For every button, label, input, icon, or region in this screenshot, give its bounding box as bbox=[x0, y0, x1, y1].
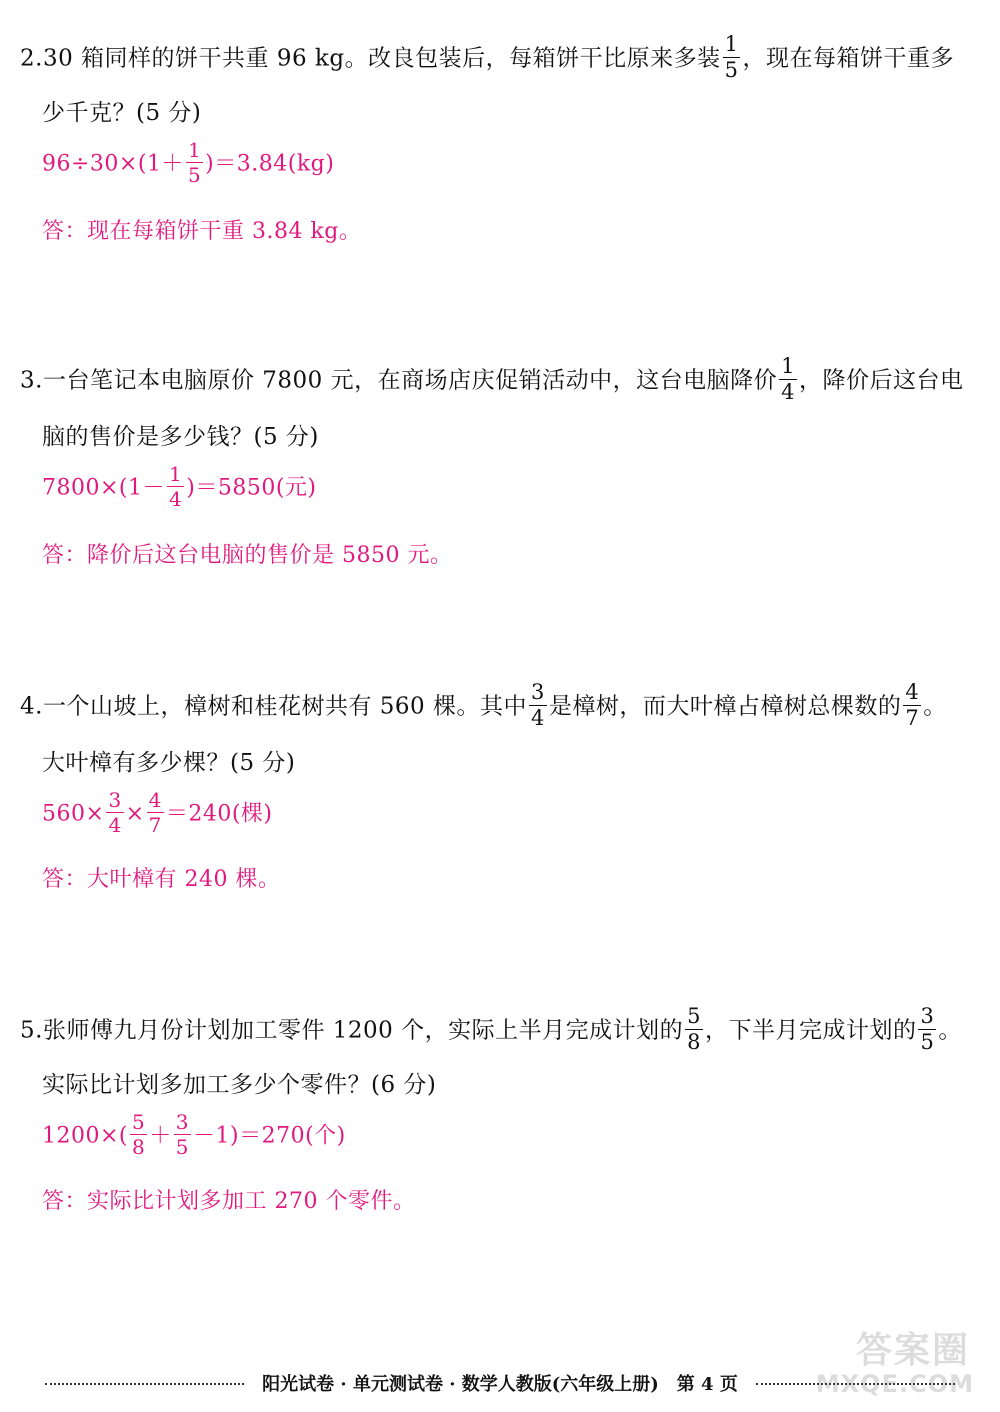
problem-2-question-line1 bbox=[20, 32, 954, 83]
watermark-cn: 答案圈 bbox=[855, 1330, 970, 1371]
problem-4-question-line1: 4.一个山坡上，樟树和桂花树共有 560 棵。其中 $\frac{3}{4}$ 是樟树，而大叶樟占樟树总棵数的 $\frac{4}{7}$ 。 bbox=[20, 680, 947, 730]
footer-divider-left bbox=[45, 1383, 244, 1385]
fraction: $\frac{5}{8}$ bbox=[687, 1004, 701, 1054]
fraction: $\frac{3}{4}$ bbox=[530, 680, 545, 730]
fraction: $\frac{1}{5}$ bbox=[187, 138, 202, 187]
problem-3-formula: 7800×(1－ $\frac{1}{4}$ )＝5850(元) bbox=[42, 462, 317, 511]
problem-4-answer: 答：大叶樟有 240 棵。 bbox=[42, 867, 281, 892]
problem-5-answer: 答：实际比计划多加工 270 个零件。 bbox=[42, 1189, 416, 1214]
footer-text: 阳光试卷 · 单元测试卷 · 数学人教版(六年级上册) 第 4 页 bbox=[262, 1374, 738, 1395]
problem-4-question-line2: 大叶樟有多少棵？(5 分) bbox=[42, 750, 296, 776]
problem-5-formula: 1200×( $\frac{5}{8}$ ＋ $\frac{3}{5}$ －1)＝270(个) bbox=[42, 1110, 346, 1159]
problem-5-question-line1: 5.张师傅九月份计划加工零件 1200 个，实际上半月完成计划的 $\frac{5}{8}$ ，下半月完成计划的 $\frac{3}{5}$ 。 bbox=[20, 1004, 962, 1054]
problem-3-question-line1: 3.一台笔记本电脑原价 7800 元，在商场店庆促销活动中，这台电脑降价 $\frac{1}{4}$ ，降价后这台电 bbox=[20, 354, 964, 404]
fraction: $\frac{1}{4}$ bbox=[169, 462, 183, 511]
fraction: $\frac{4}{7}$ bbox=[905, 680, 920, 730]
fraction: $\frac{1}{5}$ bbox=[724, 32, 739, 82]
problem-2-question-line2: 少千克？(5 分) bbox=[42, 100, 202, 126]
fraction: $\frac{1}{4}$ bbox=[781, 354, 795, 404]
problem-2-formula: 96÷30×(1＋ $\frac{1}{5}$ )＝3.84(kg) bbox=[42, 138, 335, 187]
problem-3-question-line2: 脑的售价是多少钱？(5 分) bbox=[42, 424, 319, 450]
problem-2-question-text: 2.30 箱同样的饼干共重 96 kg。改良包装后，每箱饼干比原来多装 bbox=[20, 45, 721, 72]
watermark-en: MXQE.COM bbox=[815, 1370, 974, 1398]
watermark-logo bbox=[815, 1322, 978, 1402]
fraction: $\frac{3}{5}$ bbox=[175, 1110, 189, 1159]
problem-5-question-line2: 实际比计划多加工多少个零件？(6 分) bbox=[42, 1072, 437, 1098]
problem-3-answer: 答：降价后这台电脑的售价是 5850 元。 bbox=[42, 543, 453, 568]
problem-2-question-text-after: ，现在每箱饼干重多 bbox=[742, 45, 954, 72]
fraction: $\frac{5}{8}$ bbox=[132, 1110, 146, 1159]
fraction: $\frac{4}{7}$ bbox=[148, 788, 162, 837]
fraction: $\frac{3}{4}$ bbox=[108, 788, 122, 837]
problem-2-answer: 答：现在每箱饼干重 3.84 kg。 bbox=[42, 219, 362, 244]
problem-4-formula: 560× $\frac{3}{4}$ × $\frac{4}{7}$ ＝240(棵) bbox=[42, 788, 273, 837]
fraction: $\frac{3}{5}$ bbox=[920, 1004, 935, 1054]
